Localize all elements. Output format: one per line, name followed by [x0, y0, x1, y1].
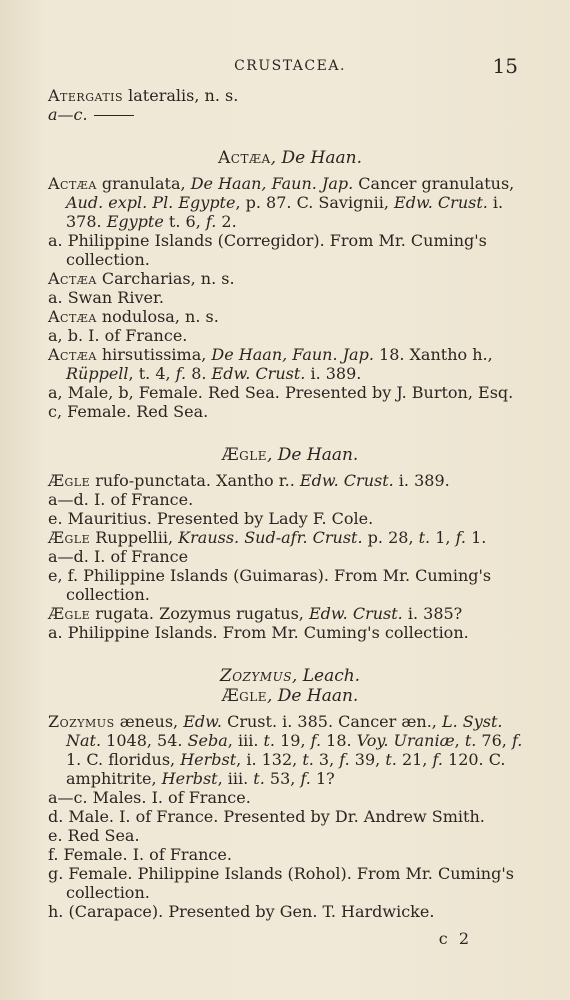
- running-head: [48, 54, 532, 84]
- species-entry-granulata: Actæa granulata, De Haan, Faun. Jap. Cancer granulatus, Aud. expl. Pl. Egypte, p. 87. C. Savignii, Edw. Crust. i. 378. Egypte t. 6, f. 2.: [48, 174, 515, 231]
- genus-heading-zozymus: Zozymus, Leach.: [219, 666, 361, 686]
- species-entry-ruppellii: Ægle Ruppellii, Krauss. Sud-afr. Crust. p. 28, t. 1, f. 1.: [48, 528, 487, 547]
- subgenus-heading-aegle: Ægle, De Haan.: [221, 686, 359, 706]
- species-entry-aeneus: Zozymus æneus, Edw. Crust. i. 385. Cancer æn., L. Syst. Nat. 1048, 54. Seba, iii. t. 19, f. 18. Voy. Uraniæ, t. 76, f. 1. C. floridus, Herbst, i. 132, t. 3, f. 39, t. 21, f. 120. C. amphitrite, Herbst, iii. t. 53, f. 1?: [48, 712, 523, 788]
- specimen-line: g. Female. Philippine Islands (Rohol). From Mr. Cuming's collection.: [48, 864, 514, 902]
- specimen-line: a—d. I. of France: [48, 547, 189, 566]
- specimen-line: h. (Carapace). Presented by Gen. T. Hardwicke.: [48, 902, 435, 921]
- specimen-line: e. Mauritius. Presented by Lady F. Cole.: [48, 509, 374, 528]
- species-entry-hirsutissima: Actæa hirsutissima, De Haan, Faun. Jap. 18. Xantho h., Rüppell, t. 4, f. 8. Edw. Crust. i. 389.: [48, 345, 493, 383]
- specimen-line: a—c.: [48, 105, 532, 124]
- genus-heading-actaea: Actæa, De Haan.: [218, 148, 362, 168]
- page-number: 15: [492, 54, 518, 78]
- specimen-line: c, Female. Red Sea.: [48, 402, 209, 421]
- specimen-line: a. Philippine Islands. From Mr. Cuming's collection.: [48, 623, 469, 642]
- specimen-line: a—d. I. of France.: [48, 490, 194, 509]
- species-entry-rufo-punctata: Ægle rufo-punctata. Xantho r.. Edw. Crust. i. 389.: [48, 471, 450, 490]
- specimen-line: f. Female. I. of France.: [48, 845, 232, 864]
- species-entry-rugata: Ægle rugata. Zozymus rugatus, Edw. Crust. i. 385?: [48, 604, 463, 623]
- specimen-line: d. Male. I. of France. Presented by Dr. Andrew Smith.: [48, 807, 485, 826]
- specimen-line: a, Male, b, Female. Red Sea. Presented by J. Burton, Esq.: [48, 383, 514, 402]
- printer-signature: c 2: [438, 929, 472, 948]
- species-entry-carcharias: Actæa Carcharias, n. s.: [48, 269, 235, 288]
- specimen-line: e. Red Sea.: [48, 826, 140, 845]
- species-entry-nodulosa: Actæa nodulosa, n. s.: [48, 307, 219, 326]
- specimen-line: a, b. I. of France.: [48, 326, 188, 345]
- dash-rule: [94, 115, 134, 116]
- running-title: CRUSTACEA.: [234, 58, 346, 74]
- specimen-line: e, f. Philippine Islands (Guimaras). From Mr. Cuming's collection.: [48, 566, 492, 604]
- specimen-line: a. Philippine Islands (Corregidor). From Mr. Cuming's collection.: [48, 231, 487, 269]
- genus-heading-aegle: Ægle, De Haan.: [221, 445, 359, 465]
- species-entry-atergatis: Atergatis lateralis, n. s.: [48, 86, 239, 105]
- specimen-line: a—c. Males. I. of France.: [48, 788, 251, 807]
- specimen-line: a. Swan River.: [48, 288, 164, 307]
